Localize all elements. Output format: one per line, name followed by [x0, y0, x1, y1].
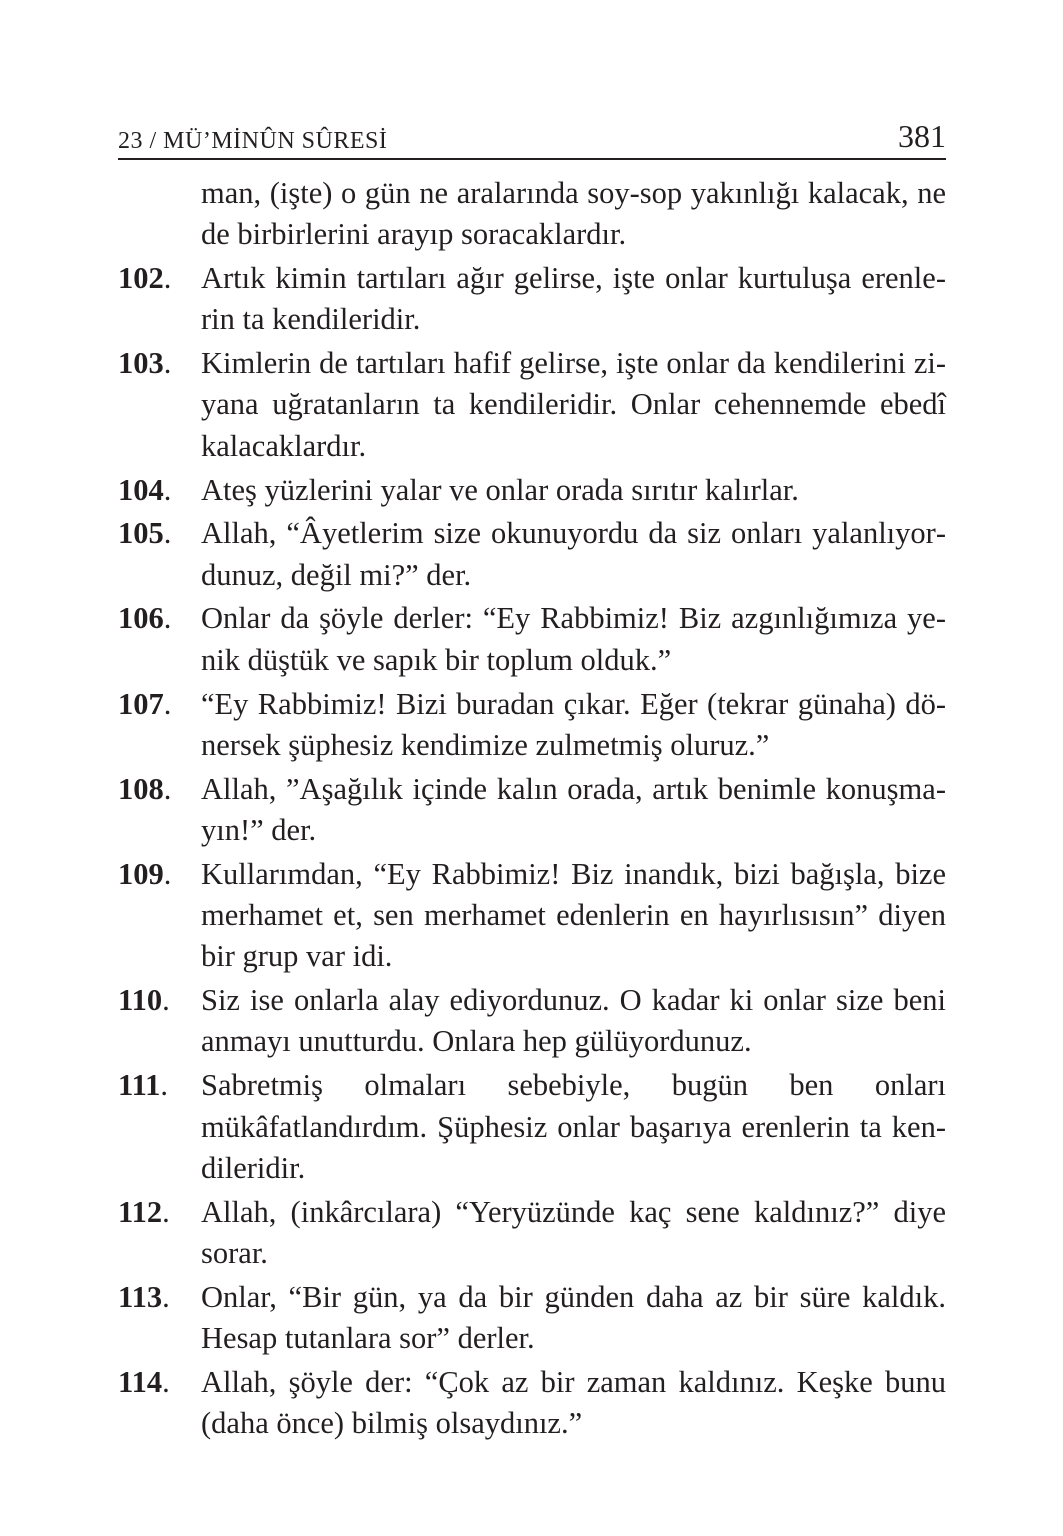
verse-113: 113. Onlar, “Bir gün, ya da bir günden daha az bir süre kaldık. Hesap tutanlara sor” derler.: [118, 1279, 946, 1356]
verse-102: 102. Artık kimin tartıları ağır gelirse, işte onlar kurtuluşa erenlerin ta kendileridir.: [118, 261, 946, 337]
verse-number: 114: [118, 1364, 163, 1399]
verse-107: 107. “Ey Rabbimiz! Bizi buradan çıkar. Eğer (tekrar günaha) dönersek şüphesiz kendimize zulmetmiş oluruz.”: [118, 686, 946, 762]
verse-number: 107: [118, 686, 164, 721]
verse-text: Siz ise onlarla alay ediyordunuz. O kadar ki onlar size beni anmayı unutturdu. Onlara hep gülüyordunuz.: [201, 983, 946, 1059]
verse-text: Allah, “Âyetlerim size okunuyordu da siz onları yalanlıyordunuz, değil mi?” der.: [201, 516, 946, 592]
verse-text: Kullarımdan, “Ey Rabbimiz! Biz inandık, bizi bağışla, bize merhamet et, sen merhamet edenlerin en hayırlısısın” diyen bir grup var idi.: [201, 856, 946, 974]
verse-text: Onlar da şöyle derler: “Ey Rabbimiz! Biz azgınlığımıza yenik düştük ve sapık bir toplum olduk.”: [201, 601, 946, 677]
verse-number: 105: [118, 516, 164, 551]
verse-text: “Ey Rabbimiz! Bizi buradan çıkar. Eğer (tekrar günaha) dönersek şüphesiz kendimize zulmetmiş oluruz.”: [201, 686, 946, 762]
verse-number: 103: [118, 346, 164, 381]
verse-number: 109: [118, 856, 164, 891]
verse-number: 106: [118, 601, 164, 636]
verse-text: Ateş yüzlerini yalar ve onlar orada sırıtır kalırlar.: [201, 472, 799, 507]
page-number: 381: [898, 118, 946, 154]
verse-number: 104: [118, 472, 164, 507]
verse-110: 110. Siz ise onlarla alay ediyordunuz. O kadar ki onlar size beni anmayı unutturdu. Onlara hep gülüyordunuz.: [118, 983, 946, 1059]
verse-104: 104. Ateş yüzlerini yalar ve onlar orada sırıtır kalırlar.: [118, 472, 799, 507]
verse-text: Onlar, “Bir gün, ya da bir günden daha az bir süre kaldık. Hesap tutanlara sor” derler.: [201, 1279, 946, 1356]
verse-103: 103. Kimlerin de tartıları hafif gelirse, işte onlar da kendilerini ziyana uğratanların ta kendileridir. Onlar cehennemde ebedî kalacaklardır.: [118, 346, 946, 463]
verse-text: Allah, şöyle der: “Çok az bir zaman kaldınız. Keşke bunu (daha önce) bilmiş olsaydınız.”: [201, 1364, 946, 1441]
verse-111: 111. Sabretmiş olmaları sebebiyle, bugün ben onları mükâfatlandırdım. Şüphesiz onlar başarıya erenlerin ta kendileridir.: [118, 1068, 946, 1185]
continuation-paragraph: man, (işte) o gün ne aralarında soy-sop yakınlığı kalacak, ne de birbirlerini arayıp soracaklardır.: [201, 176, 946, 252]
verse-number: 108: [118, 771, 164, 806]
verse-109: 109. Kullarımdan, “Ey Rabbimiz! Biz inandık, bizi bağışla, bize merhamet et, sen merhamet edenlerin en hayırlısısın” diyen bir grup var idi.: [118, 856, 946, 974]
verse-106: 106. Onlar da şöyle derler: “Ey Rabbimiz! Biz azgınlığımıza yenik düştük ve sapık bir toplum olduk.”: [118, 601, 946, 677]
verse-number: 102: [118, 261, 164, 296]
verse-number: 113: [118, 1279, 163, 1314]
verse-105: 105. Allah, “Âyetlerim size okunuyordu da siz onları yalanlıyordunuz, değil mi?” der.: [118, 516, 946, 592]
verse-number: 110: [118, 983, 163, 1018]
verse-108: 108. Allah, ”Aşağılık içinde kalın orada, artık benimle konuşmayın!” der.: [118, 771, 946, 847]
page-body: [118, 173, 946, 1447]
verse-text: Allah, ”Aşağılık içinde kalın orada, artık benimle konuşmayın!” der.: [201, 771, 946, 847]
running-head: 23 / MÜ’MİNÛN SÛRESİ: [118, 128, 388, 154]
verse-text: Sabretmiş olmaları sebebiyle, bugün ben onları mükâfatlandırdım. Şüphesiz onlar başarıya erenlerin ta kendileridir.: [201, 1068, 946, 1185]
verse-number: 112: [118, 1194, 163, 1229]
verse-114: 114. Allah, şöyle der: “Çok az bir zaman kaldınız. Keşke bunu (daha önce) bilmiş olsaydınız.”: [118, 1364, 946, 1441]
verse-text: Artık kimin tartıları ağır gelirse, işte onlar kurtuluşa erenlerin ta kendileridir.: [201, 261, 946, 337]
verse-text: Kimlerin de tartıları hafif gelirse, işte onlar da kendilerini ziyana uğratanların ta kendileridir. Onlar cehennemde ebedî kalacaklardır.: [201, 346, 946, 463]
verse-112: 112. Allah, (inkârcılara) “Yeryüzünde kaç sene kaldınız?” diye sorar.: [118, 1194, 946, 1270]
verse-text: Allah, (inkârcılara) “Yeryüzünde kaç sene kaldınız?” diye sorar.: [201, 1194, 946, 1270]
page-header: [118, 112, 946, 160]
verse-number: 111: [118, 1068, 161, 1103]
